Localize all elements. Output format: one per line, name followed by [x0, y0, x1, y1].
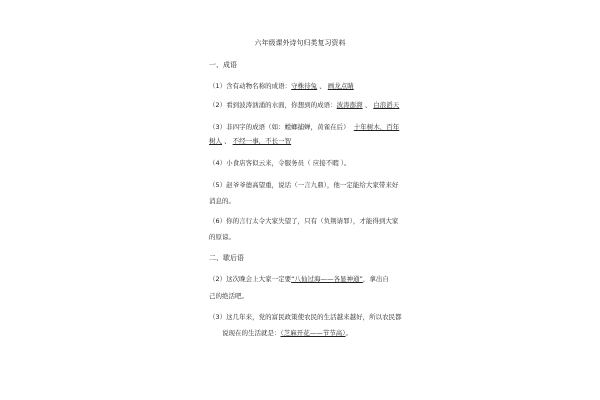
- item-text: （1）含有动物名称的成语：: [209, 82, 292, 90]
- xiehouyu-item-3: （3）这几年来，党的富民政策使农民的生活越来越好，所以农民都: [209, 313, 402, 321]
- answer-2a: 波涛澎湃: [336, 101, 363, 109]
- idiom-item-2: [209, 102, 399, 109]
- item-text: （2）看到波涛汹涌的水面，你想到的成语：: [209, 101, 337, 109]
- separator: 、: [362, 101, 374, 109]
- answer-xhy-3: （芝麻开花——节节高）: [280, 329, 346, 337]
- idiom-item-6: （6）你的言行太令大家失望了，只有（负荆请罪），才能得到大家: [209, 217, 399, 225]
- answer-xhy-2: “八仙过海——各显神通”: [291, 275, 363, 283]
- answer-3b: 不经一事，不长一智: [232, 137, 292, 145]
- separator: 、: [222, 137, 233, 145]
- idiom-item-3-continued: [209, 138, 291, 145]
- idiom-item-4: （4）小食店客似云来，令服务员（ 应接不暇 ）。: [209, 159, 351, 167]
- section-heading-idioms: 一、成语: [209, 61, 237, 69]
- answer-1b: 画龙点睛: [327, 82, 354, 90]
- item-text: 说现在的生活就是：: [222, 329, 281, 337]
- answer-3a-cont: 树人: [209, 137, 222, 145]
- xiehouyu-item-3-continued: [222, 330, 352, 337]
- item-text: ，拿出自: [362, 275, 389, 283]
- xiehouyu-item-2: [209, 276, 389, 283]
- section-heading-xiehouyu: 二、歇后语: [209, 254, 244, 262]
- idiom-item-1: [209, 83, 354, 90]
- item-text: （3）非四字的成语（如：螳螂捕蝉，黄雀在后）: [209, 123, 350, 131]
- idiom-item-5-continued: 消息的。: [209, 197, 235, 205]
- idiom-item-5: （5）赵爷爷德高望重，说话（一言九鼎），他一定能给大家带来好: [209, 181, 399, 189]
- item-text: （2）这次晚会上大家一定要: [209, 275, 292, 283]
- item-text: 。: [345, 329, 352, 337]
- xiehouyu-item-2-continued: 己的绝活吧。: [209, 292, 248, 300]
- separator: 、: [317, 82, 328, 90]
- idiom-item-6-continued: 的原谅。: [209, 233, 235, 241]
- answer-3a: 十年树木，百年: [353, 123, 400, 131]
- document-title: 六年级课外诗句归类复习资料: [254, 39, 346, 47]
- answer-1a: 守株待兔: [291, 82, 318, 90]
- answer-2b: 白浪滔天: [373, 101, 400, 109]
- idiom-item-3: [209, 124, 399, 131]
